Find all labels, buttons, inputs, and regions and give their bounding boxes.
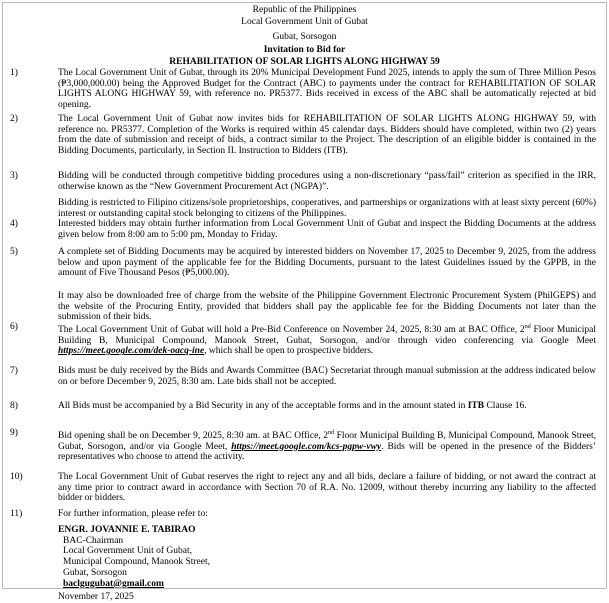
item-number: 1) <box>10 68 18 78</box>
item-number: 2) <box>10 114 18 124</box>
item-number: 5) <box>10 247 18 257</box>
item-text: The Local Government Unit of Gubat reserves the right to reject any and all bids, declare a failure of bidding, or not award the contract at any time prior to contract award in accordance with Section 70 of R.A. No. 12009, without thereby incurring any liability to the affected bidder or bidders. <box>58 472 596 504</box>
item-text: The Local Government Unit of Gubat, through its 20% Municipal Development Fund 2025, intends to apply the sum of Three Million Pesos (₱3,000,000.00) being the Approved Budget for the Contract (ABC) to payments under the contract for REHABILITATION OF SOLAR LIGHTS ALONG HIGHWAY 59, with reference no. PR5377. Bids received in excess of the ABC shall be automatically rejected at bid opening. <box>58 68 596 110</box>
contact-name: ENGR. JOVANNIE E. TABIRAO <box>58 525 196 535</box>
contact-position: BAC-Chairman <box>63 535 124 546</box>
item-text: Bid opening shall be on December 9, 2025, 8:30 am. at BAC Office, 2nd Floor Municipal Building B, Municipal Compound, Manook Street, Gubat, Sorsogon, and/or via Google Meet, https://meet.google.com/kcs-pgpw-vwy. Bids will be opened in the presence of the Bidders’ representatives who choose to attend the activity. <box>58 430 596 463</box>
item-number: 10) <box>10 472 23 482</box>
item-number: 8) <box>10 401 18 411</box>
item-number: 9) <box>10 428 18 438</box>
item-number: 4) <box>10 219 18 229</box>
item-text: For further information, please refer to: <box>58 509 208 519</box>
item-number: 11) <box>10 509 23 519</box>
header-invitation: Invitation to Bid for <box>263 44 346 55</box>
header-project-title: REHABILITATION OF SOLAR LIGHTS ALONG HIGHWAY 59 <box>169 56 440 67</box>
item-text: Bids must be duly received by the Bids and Awards Committee (BAC) Secretariat through manual submission at the address indicated below on or before December 9, 2025, 8:30 am. Late bids shall not be accepted. <box>58 366 596 387</box>
contact-address: Municipal Compound, Manook Street, <box>63 557 210 568</box>
contact-email-link[interactable]: baclgugubat@gmail.com <box>63 578 164 589</box>
contact-city: Gubat, Sorsogon <box>63 567 127 578</box>
contact-office: Local Government Unit of Gubat, <box>63 546 193 557</box>
item-text-secondary: It may also be downloaded free of charge from the website of the Philippine Government Electronic Procurement System (PhilGEPS) and the website of the Procuring Entity, provided that bidders shall pay the applicable fee for the Bidding Documents not later than the submission of their bids. <box>58 291 596 323</box>
document-page <box>2 2 607 603</box>
google-meet-link[interactable]: https://meet.google.com/kcs-pgpw-vwy <box>231 441 382 452</box>
header-location: Gubat, Sorsogon <box>272 32 337 43</box>
item-text: The Local Government Unit of Gubat will hold a Pre-Bid Conference on November 24, 2025, 8:30 am at BAC Office, 2nd Floor Municipal Building B, Municipal Compound, Manook Street, Gubat, Sorsogon, and/or through video conferencing via Google Meet https://meet.google.com/dek-oacq-ine, which shall be open to prospective bidders. <box>58 324 596 357</box>
item-number: 7) <box>10 366 18 376</box>
google-meet-link[interactable]: https://meet.google.com/dek-oacq-ine <box>58 346 205 357</box>
item-text: A complete set of Bidding Documents may be acquired by interested bidders on November 17, 2025 to December 9, 2025, from the address below and upon payment of the applicable fee for the Bidding Documents, pursuant to the latest Guidelines issued by the GPPB, in the amount of Five Thousand Pesos (₱5,000.00). <box>58 247 596 279</box>
item-text: All Bids must be accompanied by a Bid Security in any of the acceptable forms and in the amount stated in ITB Clause 16. <box>58 401 527 411</box>
header-lgu: Local Government Unit of Gubat <box>241 17 368 28</box>
item-text: Bidding will be conducted through competitive bidding procedures using a non-discretionary “pass/fail” criterion as specified in the IRR, otherwise known as the “New Government Procurement Act (NGPA)”. <box>58 171 596 192</box>
item-number: 6) <box>10 322 18 332</box>
item-text: The Local Government Unit of Gubat now invites bids for REHABILITATION OF SOLAR LIGHTS ALONG HIGHWAY 59, with reference no. PR5377. Completion of the Works is required within 45 calendar days. Bidders should have completed, within two (2) years from the date of submission and receipt of bids, a contract similar to the Project. The description of an eligible bidder is contained in the Bidding Documents, particularly, in Section II. Instruction to Bidders (ITB). <box>58 114 596 156</box>
document-header <box>3 4 606 68</box>
document-date: November 17, 2025 <box>58 592 134 603</box>
item-number: 3) <box>10 171 18 181</box>
item-text: Interested bidders may obtain further information from Local Government Unit of Gubat and inspect the Bidding Documents at the address given below from 8:00 am to 5:00 pm, Monday to Friday. <box>58 219 596 240</box>
item-text-secondary: Bidding is restricted to Filipino citizens/sole proprietorships, cooperatives, and partnerships or organizations with at least sixty percent (60%) interest or outstanding capital stock belonging to citizens of the Philippines. <box>58 198 596 219</box>
contact-block <box>58 525 210 603</box>
header-republic: Republic of the Philippines <box>252 5 357 15</box>
